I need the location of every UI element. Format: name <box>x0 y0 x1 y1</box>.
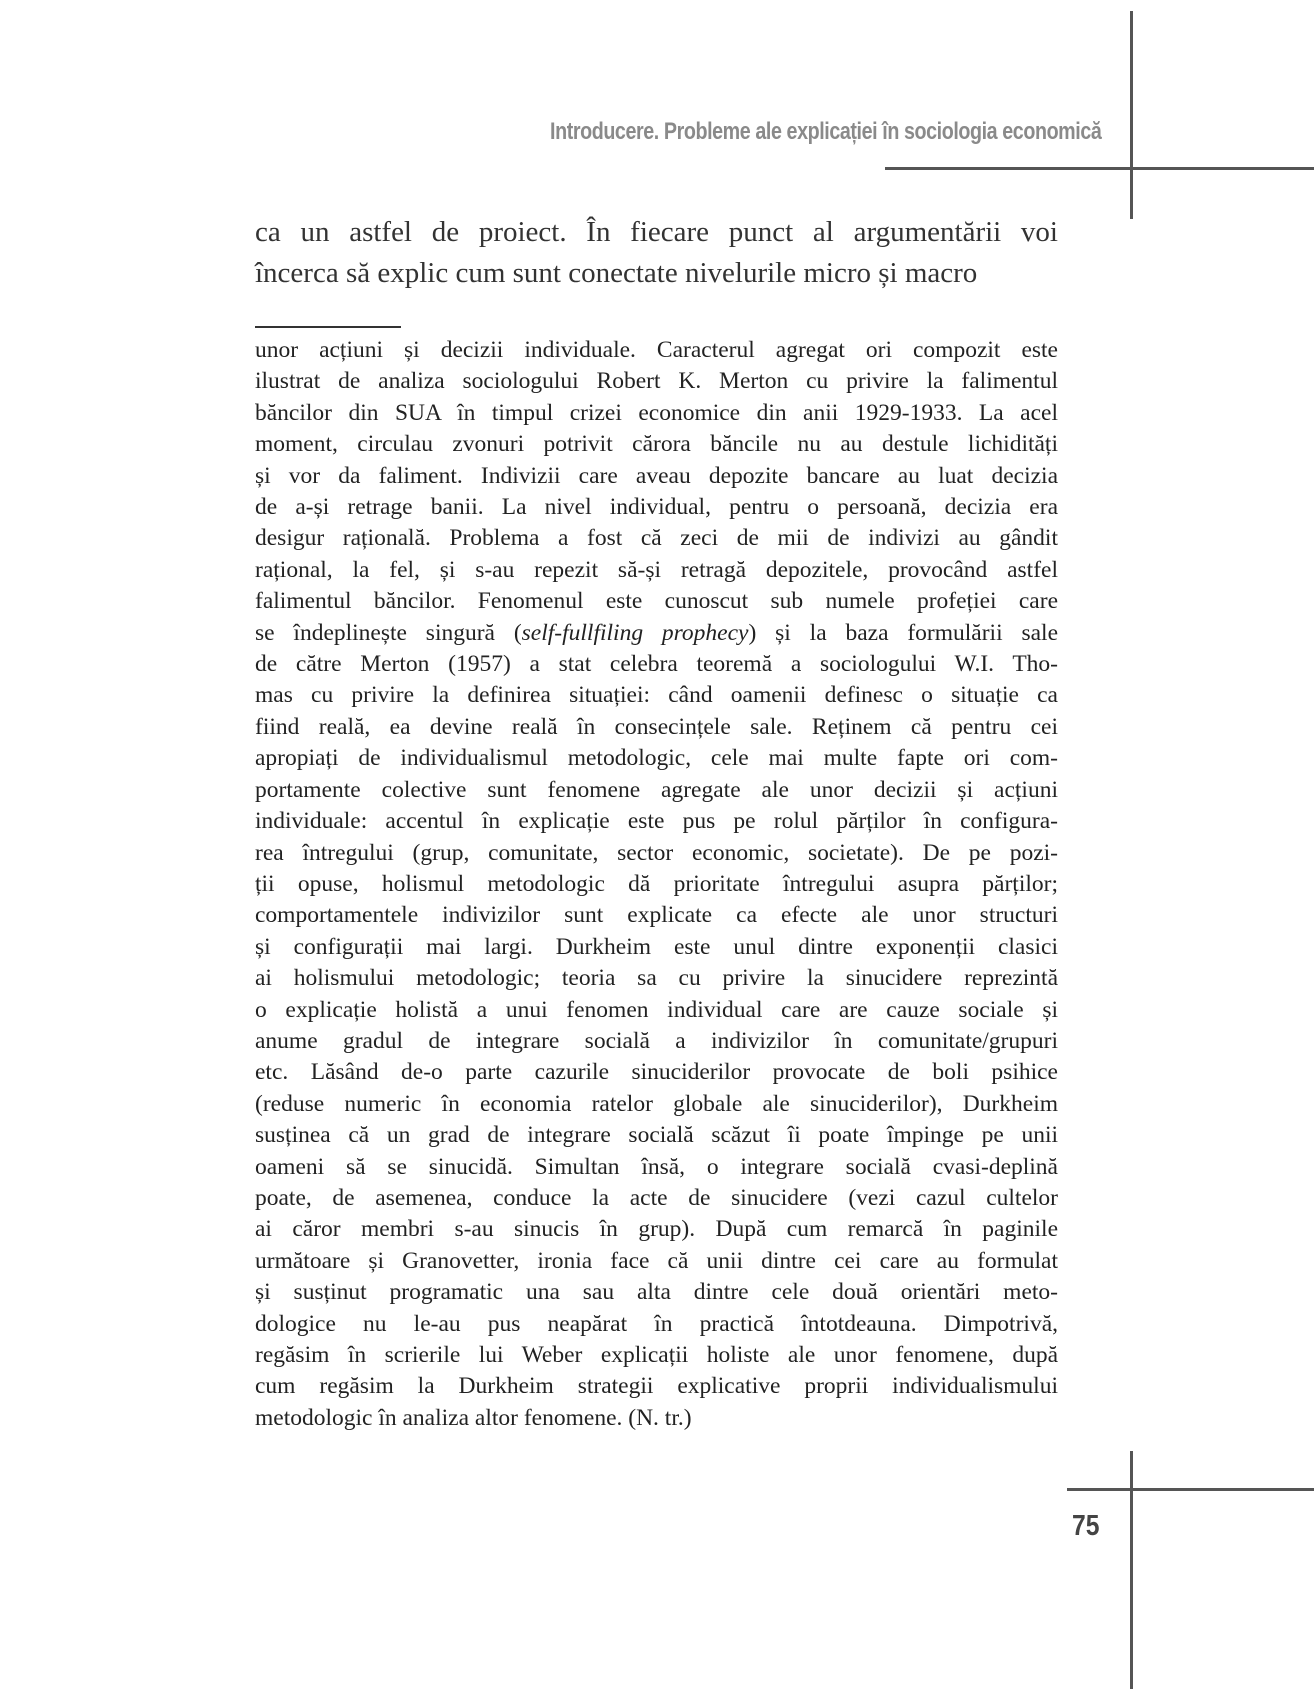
text-line: următoare și Granovetter, ironia face că unii dintre cei care au formulat <box>255 1247 1058 1274</box>
text-line: ții opuse, holismul metodologic dă prioritate întregului asupra părților; <box>255 870 1058 897</box>
text-line: etc. Lăsând de-o parte cazurile sinuciderilor provocate de boli psihice <box>255 1059 1058 1086</box>
text-line: unor acțiuni și decizii individuale. Caracterul agregat ori compozit este <box>255 337 1058 363</box>
text-line: portamente colective sunt fenomene agregate ale unor decizii și acțiuni <box>255 776 1058 803</box>
text-line: moment, circulau zvonuri potrivit cărora băncile nu au destule lichidități <box>255 431 1058 458</box>
text-line: de a-și retrage banii. La nivel individual, pentru o persoană, decizia era <box>255 494 1058 521</box>
text-line: rea întregului (grup, comunitate, sector economic, societate). De pe pozi- <box>255 839 1058 866</box>
crop-mark-bottom-horizontal <box>1067 1488 1314 1491</box>
text-segment: se îndeplinește singură ( <box>255 619 522 646</box>
text-line: dologice nu le-au pus neapărat în practică întotdeauna. Dimpotrivă, <box>255 1310 1058 1337</box>
text-line: poate, de asemenea, conduce la acte de sinucidere (vezi cazul cultelor <box>255 1184 1058 1211</box>
text-line: rațional, la fel, și s-au repezit să-și retragă depozitele, provocând astfel <box>255 556 1058 583</box>
text-line: oameni să se sinucidă. Simultan însă, o integrare socială cvasi-deplină <box>255 1153 1058 1180</box>
italic-phrase: self-fullfiling prophecy <box>521 619 749 646</box>
page-number: 75 <box>1072 1510 1100 1542</box>
footnote <box>255 335 1058 1434</box>
text-line: apropiați de individualismul metodologic, cele mai multe fapte ori com- <box>255 745 1058 772</box>
main-text <box>255 212 1058 294</box>
text-line: metodologic în analiza altor fenomene. (N. tr.) <box>255 1404 692 1431</box>
text-line: ai căror membri s-au sinucis în grup). După cum remarcă în paginile <box>255 1216 1058 1243</box>
text-line: desigur rațională. Problema a fost că zeci de mii de indivizi au gândit <box>255 525 1058 552</box>
text-line: ilustrat de analiza sociologului Robert K. Merton cu privire la falimentul <box>255 368 1058 395</box>
text-line: și vor da faliment. Indivizii care aveau depozite bancare au luat decizia <box>255 462 1058 489</box>
text-line: susținea că un grad de integrare socială scăzut îi poate împinge pe unii <box>255 1122 1058 1149</box>
crop-mark-top-vertical <box>1130 11 1133 219</box>
text-line: fiind reală, ea devine reală în consecințele sale. Reținem că pentru cei <box>255 713 1058 740</box>
text-line <box>255 618 1058 649</box>
text-line: și configurații mai largi. Durkheim este unul dintre exponenții clasici <box>255 933 1058 960</box>
text-line: ai holismului metodologic; teoria sa cu privire la sinucidere reprezintă <box>255 965 1058 992</box>
text-line: de către Merton (1957) a stat celebra teoremă a sociologului W.I. Tho- <box>255 651 1058 678</box>
text-line: încerca să explic cum sunt conectate nivelurile micro și macro <box>255 257 978 289</box>
running-head: Introducere. Probleme ale explicației în sociologia economică <box>549 118 1101 145</box>
text-line: (reduse numeric în economia ratelor globale ale sinuciderilor), Durkheim <box>255 1090 1058 1117</box>
footnote-separator <box>255 326 401 328</box>
text-segment: ) și la baza formulării sale <box>748 619 1058 646</box>
crop-mark-bottom-vertical <box>1130 1451 1133 1689</box>
text-line: anume gradul de integrare socială a indivizilor în comunitate/grupuri <box>255 1027 1058 1054</box>
text-line: regăsim în scrierile lui Weber explicații holiste ale unor fenomene, după <box>255 1342 1058 1368</box>
text-line: falimentul băncilor. Fenomenul este cunoscut sub numele profeției care <box>255 588 1058 615</box>
crop-mark-top-horizontal <box>885 167 1314 170</box>
text-line: și susținut programatic una sau alta dintre cele două orientări meto- <box>255 1279 1058 1306</box>
text-line: băncilor din SUA în timpul crizei economice din anii 1929-1933. La acel <box>255 399 1058 426</box>
text-line: individuale: accentul în explicație este pus pe rolul părților în configura- <box>255 808 1058 835</box>
text-line: mas cu privire la definirea situației: când oamenii definesc o situație ca <box>255 682 1058 709</box>
text-line: o explicație holistă a unui fenomen individual care are cauze sociale și <box>255 996 1058 1023</box>
text-line: ca un astfel de proiect. În fiecare punct al argumentării voi <box>255 216 1058 248</box>
text-line: comportamentele indivizilor sunt explicate ca efecte ale unor structuri <box>255 902 1058 929</box>
text-line: cum regăsim la Durkheim strategii explicative proprii individualismului <box>255 1373 1058 1400</box>
